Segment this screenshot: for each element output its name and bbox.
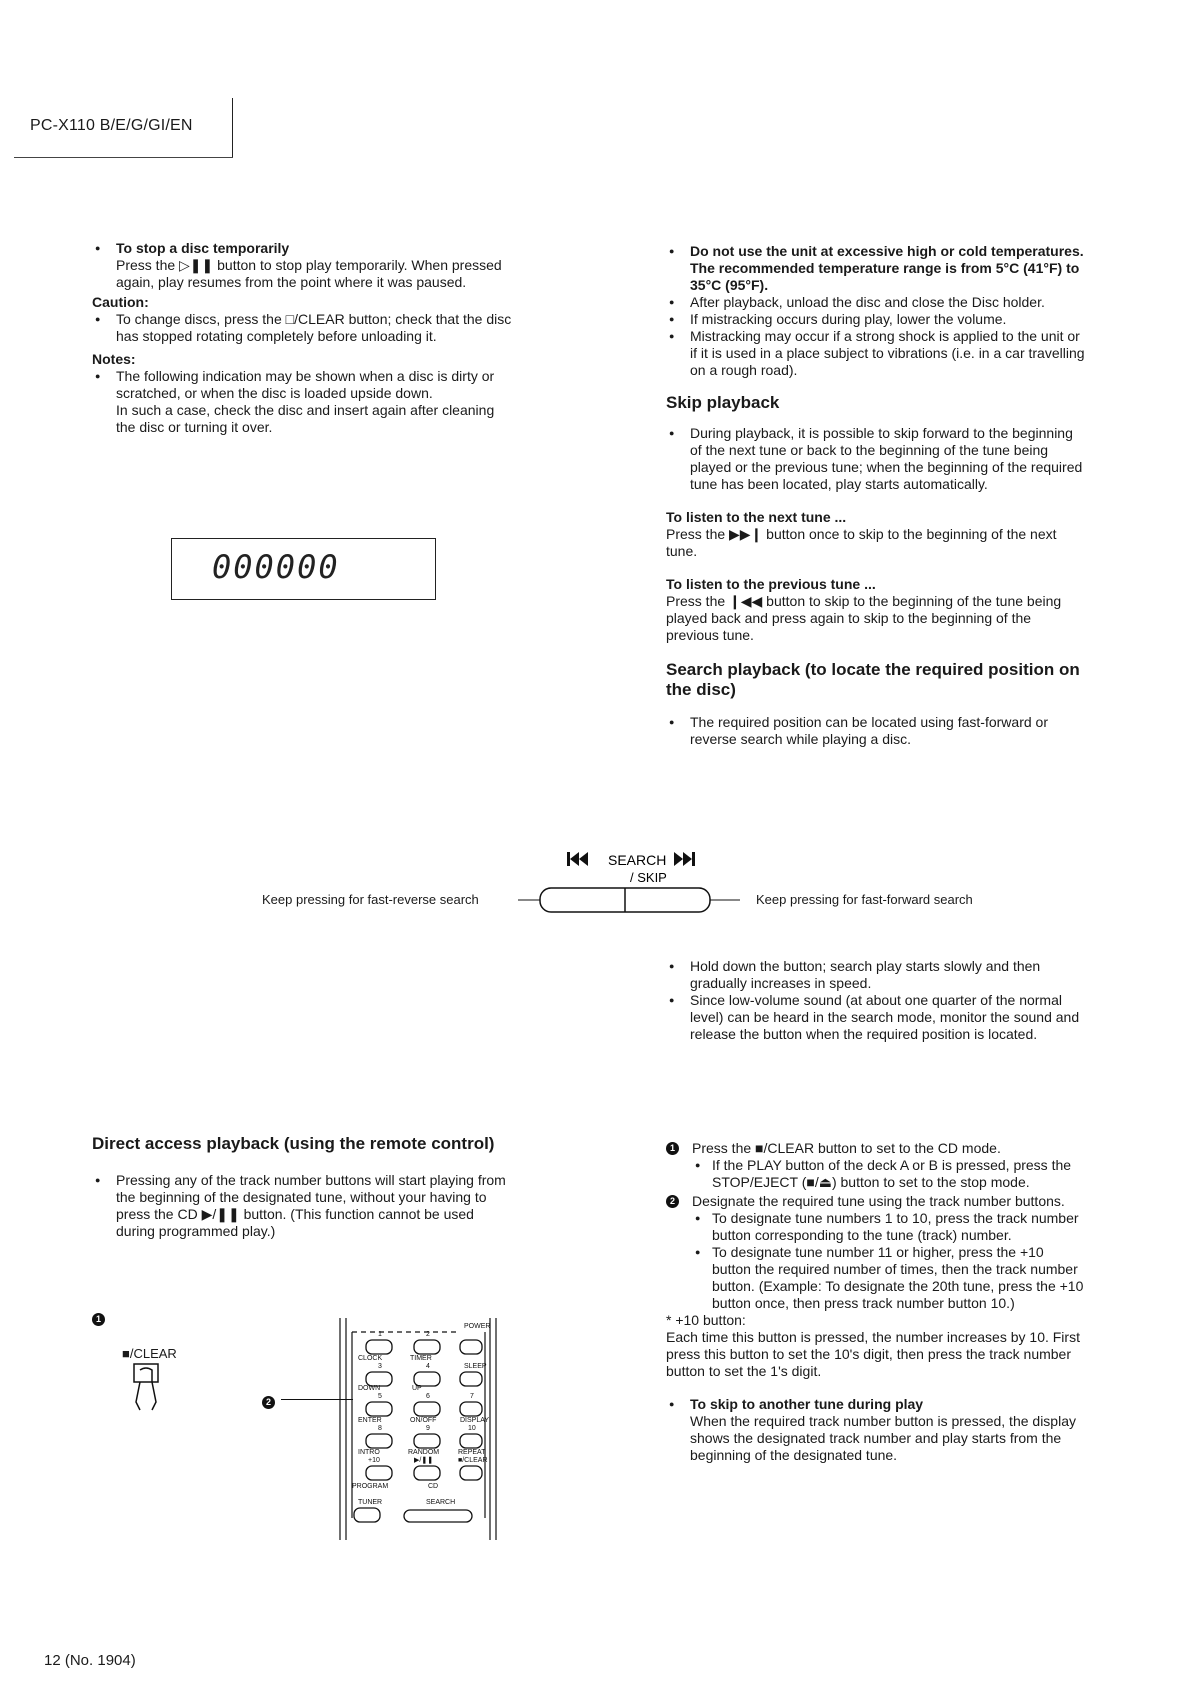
right-top-column: [666, 243, 1086, 748]
caution-body: ● To change discs, press the □/CLEAR button; check that the disc has stopped rotating completely before unloading it.: [92, 311, 512, 345]
clear-button-label: ■/CLEAR: [122, 1346, 177, 1361]
remote-9-label: 9: [426, 1425, 430, 1432]
remote-play-label: ▶/❚❚: [414, 1457, 434, 1464]
step-2-number: 2: [666, 1195, 679, 1208]
remote-clock-label: CLOCK: [358, 1355, 383, 1362]
remote-display-label: DISPLAY: [460, 1417, 490, 1424]
model-number: PC-X110 B/E/G/GI/EN: [30, 117, 193, 134]
skip-label: / SKIP: [630, 870, 667, 885]
direct-access-title: Direct access playback (using the remote control): [92, 1134, 495, 1153]
remote-random-label: RANDOM: [408, 1449, 440, 1456]
plus10-body: Each time this button is pressed, the number increases by 10. First press this button to set the 10's digit, then press the track number button to set the 1's digit.: [666, 1329, 1080, 1379]
notes-body-2: In such a case, check the disc and insert again after cleaning the disc or turning it over.: [116, 402, 495, 435]
remote-3-label: 3: [378, 1363, 382, 1370]
step-2-marker: 2: [262, 1393, 281, 1411]
skip-playback-body: ● During playback, it is possible to skip forward to the beginning of the next tune or back to the beginning of the tune being played or the previous tune; when the beginning of the required tune has been located, play starts automatically.: [666, 425, 1086, 493]
remote-2-label: 2: [426, 1331, 430, 1338]
search-playback-body: ● The required position can be located using fast-forward or reverse search while playing a disc.: [666, 714, 1086, 748]
remote-7-label: 7: [470, 1393, 474, 1400]
stop-temporarily-title: ● To stop a disc temporarily: [116, 240, 290, 256]
search-notes: [666, 958, 1086, 1043]
fast-reverse-caption: Keep pressing for fast-reverse search: [262, 892, 479, 907]
remote-1-label: 1: [378, 1331, 382, 1338]
remote-clear-label: ■/CLEAR: [458, 1457, 488, 1464]
caution-title: Caution:: [92, 294, 149, 310]
step-2-sub-1: ● To designate tune numbers 1 to 10, press the track number button corresponding to the tune (track) number.: [692, 1210, 1086, 1244]
remote-8-label: 8: [378, 1425, 382, 1432]
direct-access-body-wrap: [92, 1172, 512, 1240]
stop-temporarily-body: Press the ▷❚❚ button to stop play temporarily. When pressed again, play resumes from the point where it was paused.: [116, 257, 502, 290]
previous-tune-title: To listen to the previous tune ...: [666, 576, 876, 592]
plus10-title: * +10 button:: [666, 1312, 746, 1328]
previous-tune-body: Press the ❙◀◀ button to skip to the beginning of the tune being played back and press again to skip to the beginning of the previous tune.: [666, 593, 1062, 643]
header-divider-vertical: [232, 98, 233, 158]
remote-search-label: SEARCH: [426, 1499, 456, 1506]
notes-body: ● The following indication may be shown when a disc is dirty or scratched, or when the disc is loaded upside down.: [116, 368, 495, 401]
search-skip-diagram: [500, 845, 770, 930]
remote-power-label: POWER: [464, 1323, 491, 1330]
fast-forward-icon: [674, 852, 695, 866]
page-number: 12 (No. 1904): [44, 1652, 136, 1669]
remote-intro-label: INTRO: [358, 1449, 380, 1456]
left-top-column: [92, 240, 512, 436]
remote-down-label: DOWN: [358, 1385, 381, 1392]
display-panel: [171, 538, 436, 600]
finger-press-icon: [128, 1362, 176, 1412]
step-2-sub-2: ● To designate tune number 11 or higher, press the +10 button the required number of times, then the track number button. (Example: To designate the 20th tune, press the +10 button once, then press track number button 10.): [692, 1244, 1086, 1312]
remote-control: [330, 1318, 500, 1540]
remote-tuner-label: TUNER: [358, 1499, 383, 1506]
remote-program-label: PROGRAM: [352, 1483, 389, 1490]
hold-down-note: ● Hold down the button; search play starts slowly and then gradually increases in speed.: [666, 958, 1086, 992]
fast-forward-caption: Keep pressing for fast-forward search: [756, 892, 973, 907]
remote-sleep-label: SLEEP: [464, 1363, 487, 1370]
step-1-number: 1: [666, 1142, 679, 1155]
remote-4-label: 4: [426, 1363, 430, 1370]
search-playback-title: Search playback (to locate the required position on the disc): [666, 660, 1080, 699]
skip-other-title: ● To skip to another tune during play: [666, 1396, 1086, 1413]
remote-5-label: 5: [378, 1393, 382, 1400]
remote-cd-label: CD: [428, 1483, 439, 1490]
remote-plus10-label: +10: [368, 1457, 380, 1464]
temperature-warning: ● Do not use the unit at excessive high or cold temperatures. The recommended temperature range is from 5°C (41°F) to 35°C (95°F).: [666, 243, 1086, 294]
step-1-text: Press the ■/CLEAR button to set to the CD mode.: [692, 1140, 1001, 1156]
next-tune-title: To listen to the next tune ...: [666, 509, 847, 525]
skip-playback-title: Skip playback: [666, 393, 780, 412]
remote-repeat-label: REPEAT: [458, 1449, 486, 1456]
remote-onoff-label: ON/OFF: [410, 1417, 437, 1424]
step-1-marker: 1: [92, 1310, 111, 1328]
mistracking-note: ● If mistracking occurs during play, lower the volume.: [666, 311, 1086, 328]
remote-10-label: 10: [468, 1425, 476, 1432]
step-2-text: Designate the required tune using the track number buttons.: [692, 1193, 1065, 1209]
after-playback-note: ● After playback, unload the disc and close the Disc holder.: [666, 294, 1086, 311]
shock-note: ● Mistracking may occur if a strong shock is applied to the unit or if it is used in a place subject to vibrations (i.e. in a car travelling on a rough road).: [666, 328, 1086, 379]
low-volume-note: ● Since low-volume sound (at about one quarter of the normal level) can be heard in the search mode, monitor the sound and release the button when the required position is located.: [666, 992, 1086, 1043]
display-digits: 000000: [212, 548, 340, 586]
search-label: SEARCH: [608, 852, 667, 868]
step-1-sub: ● If the PLAY button of the deck A or B is pressed, press the STOP/EJECT (■/⏏) button to set to the stop mode.: [692, 1157, 1086, 1191]
header-divider-horizontal: [14, 157, 233, 158]
remote-enter-label: ENTER: [358, 1417, 382, 1424]
skip-other-body: When the required track number button is pressed, the display shows the designated track number and play starts from the beginning of the designated tune.: [690, 1413, 1076, 1463]
notes-title: Notes:: [92, 351, 136, 367]
remote-6-label: 6: [426, 1393, 430, 1400]
remote-up-label: UP: [412, 1385, 422, 1392]
direct-access-body: ● Pressing any of the track number buttons will start playing from the beginning of the designated tune, without your having to press the CD ▶/❚❚ button. (This function cannot be used during programmed play.): [92, 1172, 512, 1240]
steps-column: [666, 1140, 1086, 1464]
next-tune-body: Press the ▶▶❙ button once to skip to the beginning of the next tune.: [666, 526, 1057, 559]
rewind-icon: [567, 852, 588, 866]
remote-timer-label: TIMER: [410, 1355, 432, 1362]
